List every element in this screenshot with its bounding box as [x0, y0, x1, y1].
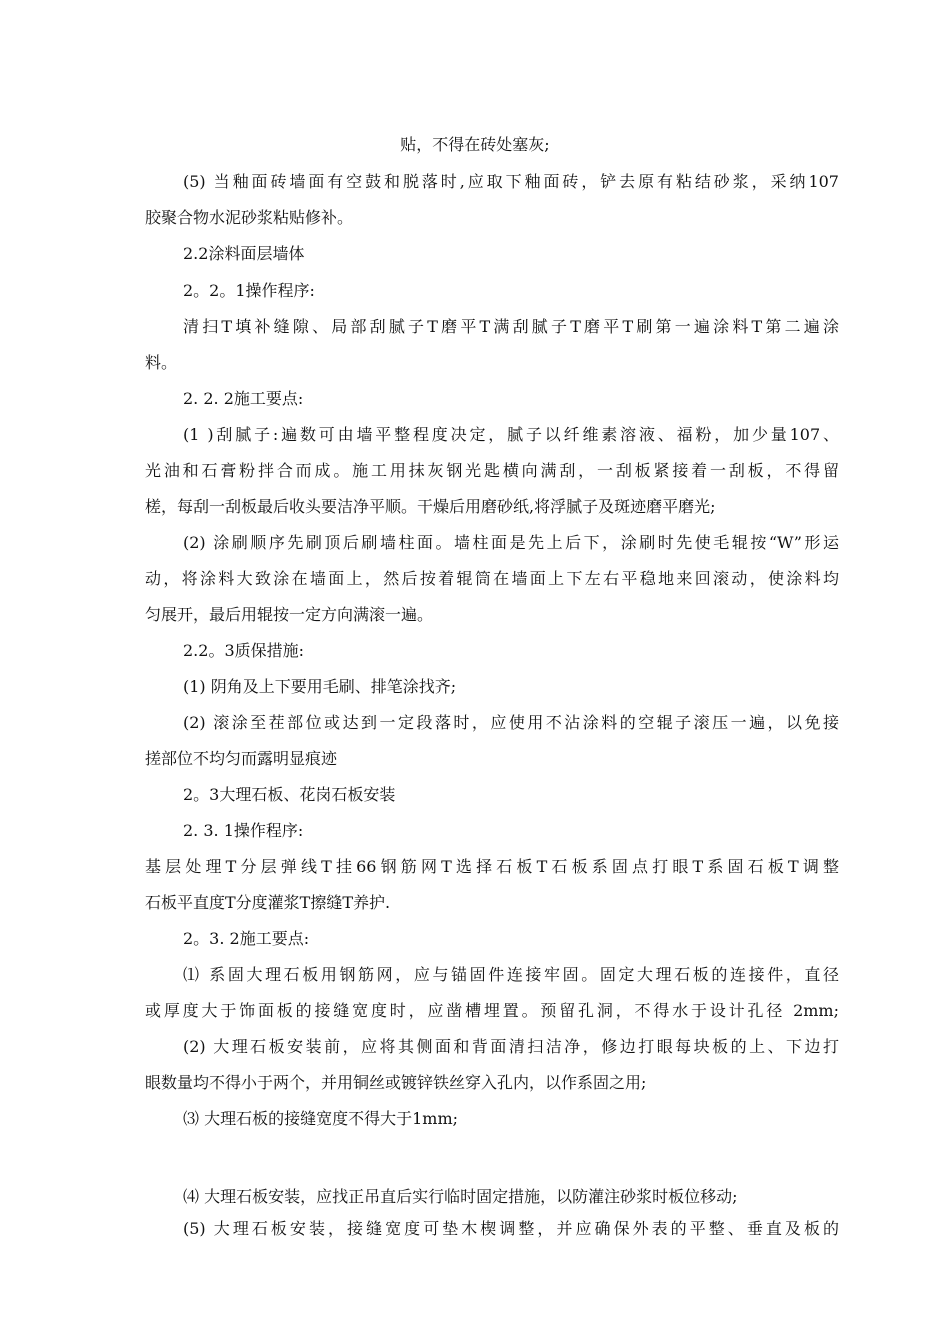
text-line: 槎，每刮一刮板最后收头要洁净平顺。干燥后用磨砂纸,将浮腻子及斑迹磨平磨光;	[145, 497, 716, 516]
text-line: (2) 大理石板安装前，应将其侧面和背面清扫洁净，修边打眼每块板的上、下边打	[183, 1037, 839, 1056]
text-line: 料。	[145, 353, 178, 372]
text-line: 匀展开，最后用辊按一定方向满滚一遍。	[145, 605, 434, 624]
subsection-heading: 2。2。1操作程序:	[183, 281, 315, 300]
text-line: (2) 涂刷顺序先刷顶后刷墙柱面。墙柱面是先上后下，涂刷时先使毛辊按“W”形运	[183, 533, 839, 552]
subsection-heading: 2.2。3质保措施:	[183, 641, 305, 660]
text-line: 胶聚合物水泥砂浆粘贴修补。	[145, 208, 354, 227]
text-line: (2) 滚涂至茬部位或达到一定段落时，应使用不沾涂料的空辊子滚压一遍，以免接	[183, 713, 839, 732]
subsection-heading: 2. 2. 2施工要点:	[183, 389, 304, 408]
text-line: (1 )刮腻子:遍数可由墙平整程度决定，腻子以纤维素溶液、福粉，加少量107、	[183, 425, 839, 444]
text-line: 清扫T填补缝隙、局部刮腻子T磨平T满刮腻子T磨平T刷第一遍涂料T第二遍涂	[183, 317, 839, 336]
subsection-heading: 2。3. 2施工要点:	[183, 929, 310, 948]
section-heading: 2。3大理石板、花岗石板安装	[183, 785, 396, 804]
text-line: 石板平直度T分度灌浆T擦缝T养护.	[145, 893, 391, 912]
text-line: ⑴ 系固大理石板用钢筋网，应与锚固件连接牢固。固定大理石板的连接件，直径	[183, 965, 839, 984]
text-line: 光油和石膏粉拌合而成。施工用抹灰钢光匙横向满刮，一刮板紧接着一刮板，不得留	[145, 461, 839, 480]
text-line: 基层处理T分层弹线T挂66钢筋网T选择石板T石板系固点打眼T系固石板T调整	[145, 857, 839, 876]
subsection-heading: 2. 3. 1操作程序:	[183, 821, 304, 840]
text-line: (5) 当釉面砖墙面有空鼓和脱落时,应取下釉面砖，铲去原有粘结砂浆，采纳107	[183, 172, 839, 191]
text-line: ⑶ 大理石板的接缝宽度不得大于1mm;	[183, 1109, 459, 1128]
text-line: 或厚度大于饰面板的接缝宽度时，应凿槽埋置。预留孔洞，不得水于设计孔径 2mm;	[145, 1001, 839, 1020]
text-line: ⑷ 大理石板安装，应找正吊直后实行临时固定措施，以防灌注砂浆时板位移动;	[183, 1187, 738, 1206]
text-line: (1) 阴角及上下要用毛刷、排笔涂找齐;	[183, 677, 457, 696]
text-line: (5) 大理石板安装，接缝宽度可垫木楔调整，并应确保外表的平整、垂直及板的	[183, 1219, 839, 1238]
text-line: 贴，不得在砖处塞灰;	[400, 135, 550, 154]
text-line: 搓部位不均匀而露明显痕迹	[145, 749, 338, 768]
text-line: 动，将涂料大致涂在墙面上，然后按着辊筒在墙面上下左右平稳地来回滚动，使涂料均	[145, 569, 839, 588]
text-line: 眼数量均不得小于两个，并用铜丝或镀锌铁丝穿入孔内，以作系固之用;	[145, 1073, 647, 1092]
section-heading: 2.2涂料面层墙体	[183, 244, 305, 263]
